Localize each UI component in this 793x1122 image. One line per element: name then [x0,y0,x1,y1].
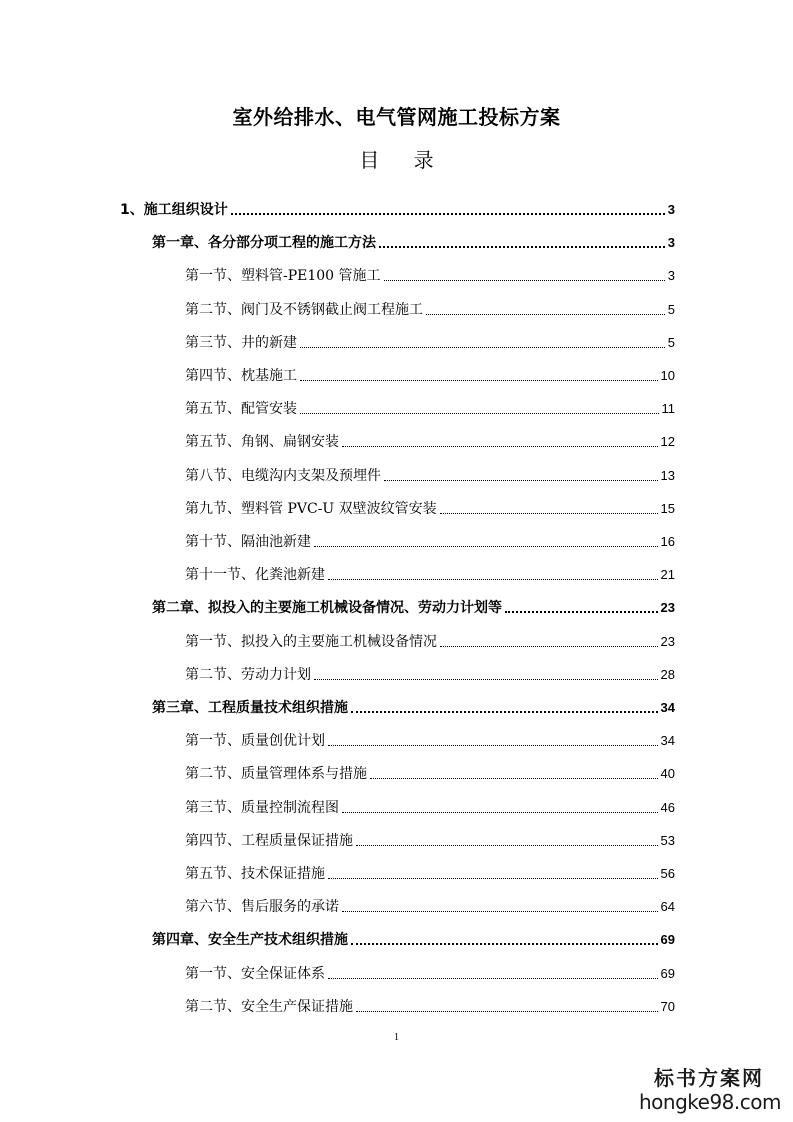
toc-dot-leader [342,812,658,813]
toc-entry[interactable] [185,857,675,883]
toc-entry-page: 53 [660,832,675,848]
toc-dot-leader [342,911,658,912]
toc-entry-label: 第一节、安全保证体系 [185,965,325,982]
toc-entry-page: 46 [660,799,675,815]
page-number: 1 [394,1032,399,1043]
toc-entry[interactable] [152,691,675,717]
toc-dot-leader [356,845,658,846]
toc-entry-label: 第四节、工程质量保证措施 [185,832,353,849]
toc-entry-label: 第四节、枕基施工 [185,368,297,384]
toc-entry[interactable] [185,525,675,551]
toc-entry-label: 第三章、工程质量技术组织措施 [152,700,348,716]
toc-entry-page: 34 [660,700,675,715]
toc-entry-label: 第一章、各分部分项工程的施工方法 [152,235,376,252]
toc-entry[interactable] [120,193,675,219]
toc-dot-leader [440,646,658,647]
toc-entry-label: 第二节、安全生产保证措施 [185,998,353,1015]
toc-entry-label: 第三节、质量控制流程图 [185,799,339,816]
toc-dot-leader [370,778,658,779]
toc-dot-leader [426,314,665,315]
toc-dot-leader [231,213,665,215]
toc-entry-label: 第五节、配管安装 [185,401,297,418]
toc-entry-page: 11 [661,401,675,417]
toc-entry[interactable] [185,957,675,983]
toc-entry-page: 3 [667,235,675,251]
toc-dot-leader [300,380,658,381]
toc-entry[interactable] [185,791,675,817]
toc-entry-page: 28 [660,666,675,682]
toc-entry[interactable] [185,757,675,783]
toc-entry[interactable] [152,226,675,252]
toc-entry-page: 5 [667,301,675,317]
toc-entry-label: 第一节、质量创优计划 [185,733,325,750]
toc-entry-page: 40 [660,766,675,782]
toc-entry[interactable] [152,923,675,949]
toc-entry-page: 64 [660,899,675,915]
toc-dot-leader [300,347,665,348]
toc-entry-page: 12 [660,434,675,450]
toc-entry-label: 第五节、角钢、扁钢安装 [185,434,339,451]
toc-entry-page: 16 [660,534,675,549]
toc-entry-page: 13 [660,467,675,483]
toc-entry[interactable] [152,591,675,617]
toc-entry-page: 3 [667,268,675,284]
toc-entry[interactable] [185,890,675,916]
toc-entry-page: 3 [667,202,675,217]
toc-entry-page: 23 [660,633,675,649]
toc-dot-leader [328,745,658,746]
toc-entry[interactable] [185,558,675,584]
toc-entry[interactable] [185,824,675,850]
toc-entry-label: 第六节、售后服务的承诺 [185,899,339,916]
toc-entry-page: 34 [660,733,675,749]
toc-heading: 目 录 [359,148,448,172]
toc-dot-leader [379,246,665,248]
toc-entry[interactable] [185,425,675,451]
toc-dot-leader [351,711,658,713]
toc-entry-label: 第二节、质量管理体系与措施 [185,766,367,783]
watermark [639,1066,779,1114]
toc-dot-leader [328,878,658,879]
toc-dot-leader [314,546,658,547]
watermark-cn: 标书方案网 [654,1066,764,1090]
toc-dot-leader [356,1011,658,1012]
toc-dot-leader [505,611,658,613]
watermark-url: hongke98.com [639,1090,781,1114]
document-title: 室外给排水、电气管网施工投标方案 [232,105,561,129]
toc-entry[interactable] [185,492,675,518]
toc-entry-label: 第八节、电缆沟内支架及预埋件 [185,467,381,484]
toc-entry[interactable] [185,293,675,319]
toc-entry-label: 第九节、塑料管 PVC-U 双壁波纹管安装 [185,500,437,517]
toc-entry-label: 第二章、拟投入的主要施工机械设备情况、劳动力计划等 [152,600,502,617]
toc-dot-leader [440,513,658,514]
toc-entry-label: 1、施工组织设计 [120,202,228,218]
toc-dot-leader [384,280,665,281]
toc-entry-page: 69 [660,932,675,948]
toc-entry[interactable] [185,259,675,285]
toc-entry[interactable] [185,459,675,485]
toc-entry-label: 第五节、技术保证措施 [185,866,325,882]
toc-entry-label: 第二节、劳动力计划 [185,666,311,683]
toc-entry-label: 第十一节、化粪池新建 [185,567,325,584]
toc-entry[interactable] [185,326,675,352]
toc-entry-page: 70 [660,998,675,1014]
toc-entry[interactable] [185,724,675,750]
toc-entry[interactable] [185,359,675,385]
toc-entry-page: 5 [667,334,675,350]
toc-entry-page: 15 [660,500,675,516]
toc-entry-label: 第十节、隔油池新建 [185,534,311,550]
toc-entry-page: 10 [660,368,675,383]
toc-dot-leader [384,480,658,481]
toc-entry-label: 第二节、阀门及不锈钢截止阀工程施工 [185,301,423,318]
toc-dot-leader [314,679,658,680]
toc-entry-label: 第一节、拟投入的主要施工机械设备情况 [185,633,437,650]
toc-entry[interactable] [185,625,675,651]
toc-dot-leader [328,579,658,580]
toc-entry[interactable] [185,392,675,418]
toc-entry-page: 69 [660,965,675,981]
toc-entry-label: 第三节、井的新建 [185,334,297,351]
toc-dot-leader [342,446,658,447]
toc-entry-label: 第四章、安全生产技术组织措施 [152,932,348,949]
toc-entry-label: 第一节、塑料管-PE100 管施工 [185,268,381,285]
toc-entry-page: 56 [660,866,675,881]
toc-entry-page: 21 [660,567,675,583]
toc-dot-leader [300,413,659,414]
toc-entry-page: 23 [660,600,675,616]
toc-entry[interactable] [185,658,675,684]
toc-dot-leader [328,978,658,979]
toc-dot-leader [351,943,658,945]
toc-entry[interactable] [185,990,675,1016]
